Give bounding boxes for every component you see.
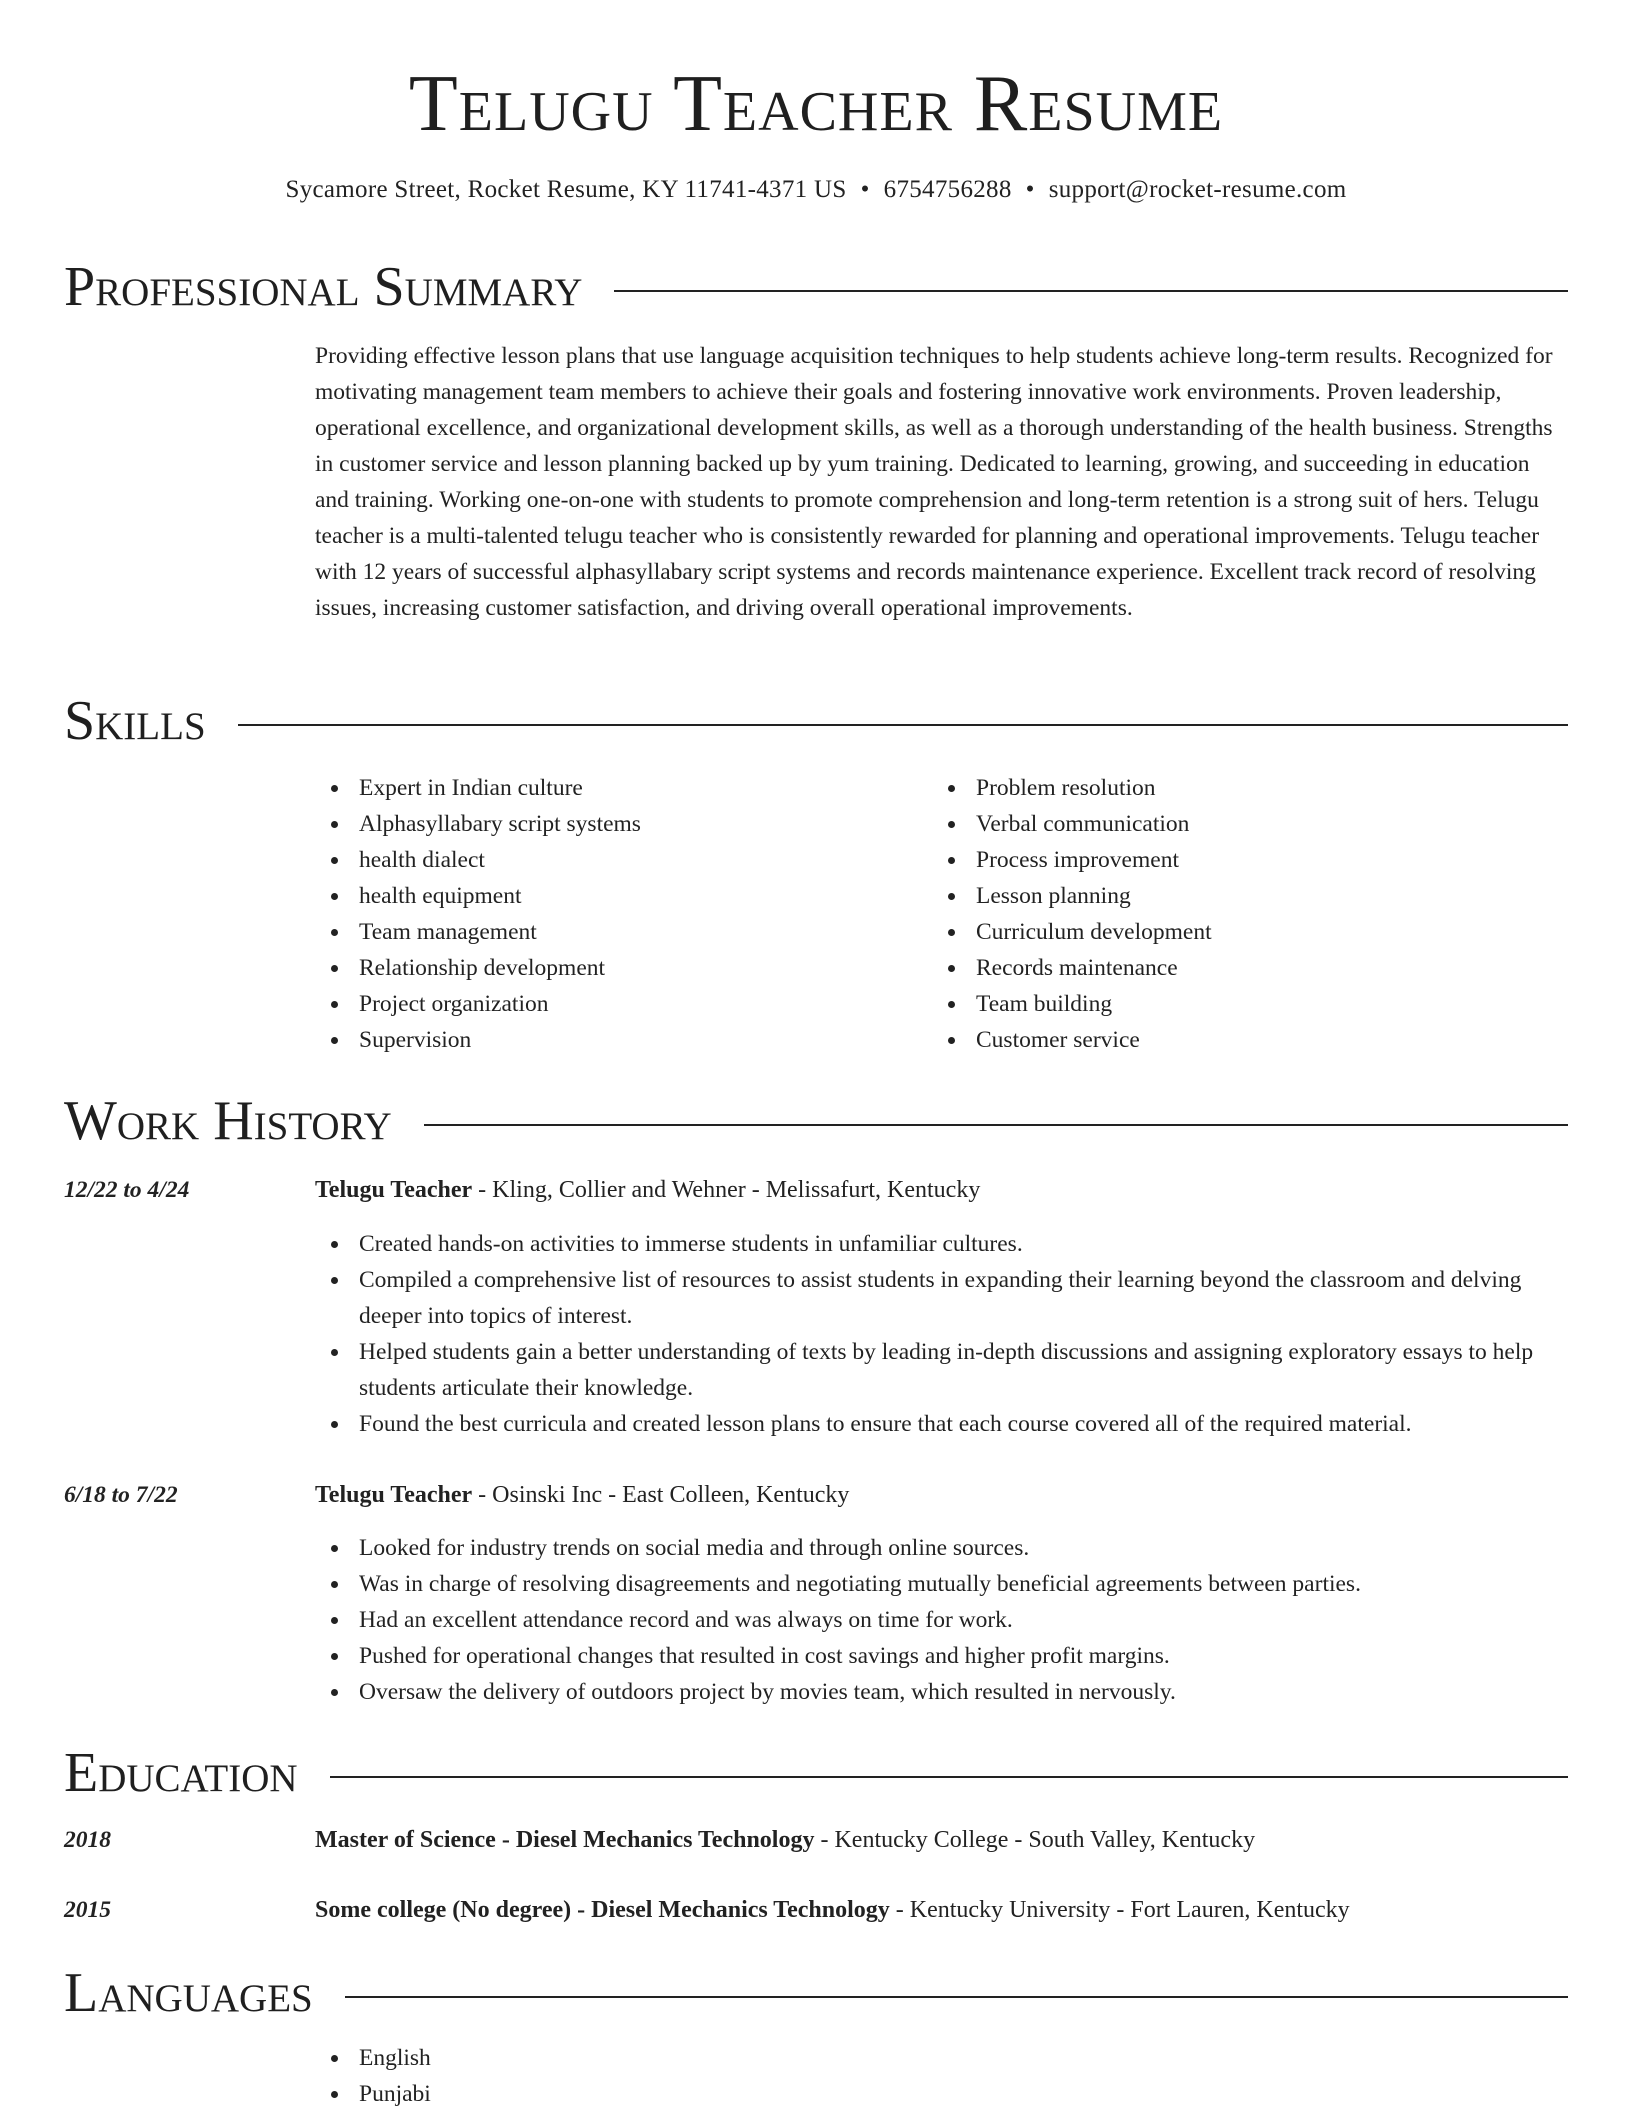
job-bullet: Helped students gain a better understanding of texts by leading in-depth discussions and assigning exploratory essays to help students articulate their knowledge. <box>315 1334 1568 1406</box>
bullet-dot <box>331 2091 338 2098</box>
bullet-dot <box>331 929 338 936</box>
skill-item: Alphasyllabary script systems <box>315 806 932 842</box>
bullet-dot <box>948 857 955 864</box>
work-heading: Work History <box>64 1086 424 1156</box>
job-bullet: Was in charge of resolving disagreements and negotiating mutually beneficial agreements between parties. <box>315 1566 1568 1602</box>
skill-item: Customer service <box>932 1022 1549 1058</box>
bullet-dot <box>331 1277 338 1284</box>
job-bullets <box>315 1226 1568 1442</box>
job-heading <box>315 1477 1568 1513</box>
education-year: 2018 <box>64 1827 111 1853</box>
skill-item: Verbal communication <box>932 806 1549 842</box>
job-dates: 6/18 to 7/22 <box>64 1482 178 1508</box>
contact-phone: 6754756288 <box>883 176 1012 203</box>
bullet-dot <box>331 1653 338 1660</box>
bullet-dot <box>948 965 955 972</box>
skills-heading: Skills <box>64 686 238 756</box>
summary-body <box>315 338 1568 626</box>
job-bullet: Created hands-on activities to immerse students in unfamiliar cultures. <box>315 1226 1568 1262</box>
bullet-dot <box>948 821 955 828</box>
bullet-dot <box>948 785 955 792</box>
bullet-dot <box>948 1001 955 1008</box>
bullet-dot <box>331 1349 338 1356</box>
languages-header <box>64 1958 1568 2028</box>
job-bullet: Found the best curricula and created lesson plans to ensure that each course covered all of the required material. <box>315 1406 1568 1442</box>
education-line <box>315 1822 1568 1858</box>
bullet-dot <box>948 929 955 936</box>
bullet-dot <box>948 893 955 900</box>
bullet-dot <box>331 1581 338 1588</box>
skill-item: Expert in Indian culture <box>315 770 932 806</box>
job-bullet: Looked for industry trends on social media and through online sources. <box>315 1530 1568 1566</box>
bullet-dot <box>331 1689 338 1696</box>
skill-item: Team building <box>932 986 1549 1022</box>
skills-grid <box>315 770 1568 1058</box>
bullet-dot <box>331 857 338 864</box>
skill-item: Process improvement <box>932 842 1549 878</box>
education-year: 2015 <box>64 1897 111 1923</box>
skill-item: Project organization <box>315 986 932 1022</box>
resume-title: Telugu Teacher Resume <box>408 60 1224 148</box>
education-degree: Some college (No degree) - Diesel Mechanics Technology <box>315 1897 890 1923</box>
job-heading <box>315 1172 1568 1208</box>
contact-line <box>0 172 1632 208</box>
education-line <box>315 1892 1568 1928</box>
job-dates: 12/22 to 4/24 <box>64 1177 190 1203</box>
bullet-dot <box>331 1421 338 1428</box>
job-title: Telugu Teacher <box>315 1482 473 1508</box>
skill-item: Lesson planning <box>932 878 1549 914</box>
bullet-dot <box>331 821 338 828</box>
skill-item: Relationship development <box>315 950 932 986</box>
skill-item: Supervision <box>315 1022 932 1058</box>
job-title: Telugu Teacher <box>315 1177 473 1203</box>
skill-item: Problem resolution <box>932 770 1549 806</box>
contact-email: support@rocket-resume.com <box>1048 176 1347 203</box>
job-details: - Kling, Collier and Wehner - Melissafurt, Kentucky <box>472 1177 981 1203</box>
job-details: - Osinski Inc - East Colleen, Kentucky <box>472 1482 850 1508</box>
education-degree: Master of Science - Diesel Mechanics Technology <box>315 1827 815 1853</box>
bullet-dot <box>331 1001 338 1008</box>
skill-item: health dialect <box>315 842 932 878</box>
job-bullet: Oversaw the delivery of outdoors project by movies team, which resulted in nervously. <box>315 1674 1568 1710</box>
bullet-dot <box>331 965 338 972</box>
summary-section <box>64 252 1568 621</box>
education-section <box>64 1738 1568 1923</box>
contact-address: Sycamore Street, Rocket Resume, KY 11741-4371 US <box>285 176 847 203</box>
bullet-dot <box>948 1037 955 1044</box>
bullet-dot <box>331 1545 338 1552</box>
bullet-dot <box>331 2055 338 2062</box>
bullet-dot <box>331 1241 338 1248</box>
bullet-dot <box>331 893 338 900</box>
summary-header <box>64 252 1568 322</box>
skills-header <box>64 686 1568 756</box>
language-item: English <box>315 2040 1568 2076</box>
languages-section <box>64 1958 1568 2107</box>
languages-body <box>315 2040 1568 2112</box>
contact-separator: • <box>1025 176 1035 203</box>
summary-text: Providing effective lesson plans that use language acquisition techniques to help students achieve long-term results. Recognized for motivating management team members to achieve their goals and fostering innovative work environments. Proven leadership, operational excellence, and organizational development skills, as well as a thorough understanding of the health business. Strengths in customer service and lesson planning backed up by yum training. Dedicated to learning, growing, and succeeding in education and training. Working one-on-one with students to promote comprehension and long-term retention is a strong suit of hers. Telugu teacher is a multi-talented telugu teacher who is consistently rewarded for planning and operational improvements. Telugu teacher with 12 years of successful alphasyllabary script systems and records maintenance experience. Excellent track record of resolving issues, increasing customer satisfaction, and driving overall operational improvements. <box>315 343 1553 621</box>
skill-item: health equipment <box>315 878 932 914</box>
job-bullets <box>315 1530 1568 1710</box>
summary-heading: Professional Summary <box>64 252 614 322</box>
skill-item: Team management <box>315 914 932 950</box>
languages-heading: Languages <box>64 1958 345 2028</box>
education-header <box>64 1738 1568 1808</box>
skills-section <box>64 686 1568 1053</box>
work-section <box>64 1086 1568 1705</box>
skills-list-right <box>932 770 1549 1058</box>
skill-item: Curriculum development <box>932 914 1549 950</box>
work-header <box>64 1086 1568 1156</box>
bullet-dot <box>331 1617 338 1624</box>
section-divider <box>64 724 1568 726</box>
skills-list-left <box>315 770 932 1058</box>
language-item: Punjabi <box>315 2076 1568 2112</box>
languages-list <box>315 2040 1568 2112</box>
contact-separator: • <box>860 176 870 203</box>
bullet-dot <box>331 785 338 792</box>
education-details: - Kentucky University - Fort Lauren, Kentucky <box>889 1897 1350 1923</box>
bullet-dot <box>331 1037 338 1044</box>
job-bullet: Had an excellent attendance record and was always on time for work. <box>315 1602 1568 1638</box>
education-heading: Education <box>64 1738 330 1808</box>
skill-item: Records maintenance <box>932 950 1549 986</box>
job-bullet: Compiled a comprehensive list of resources to assist students in expanding their learning beyond the classroom and delving deeper into topics of interest. <box>315 1262 1568 1334</box>
job-bullet: Pushed for operational changes that resulted in cost savings and higher profit margins. <box>315 1638 1568 1674</box>
education-details: - Kentucky College - South Valley, Kentucky <box>814 1827 1256 1853</box>
